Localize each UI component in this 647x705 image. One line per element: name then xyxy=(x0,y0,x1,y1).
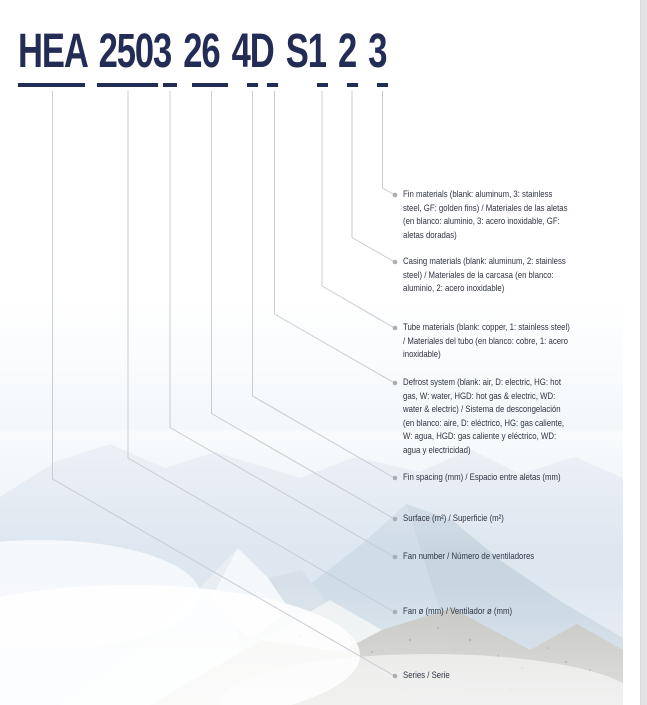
callout-dot-fin-materials xyxy=(393,193,398,198)
code-underline-casing-materials xyxy=(347,83,358,87)
callout-fin-spacing: Fin spacing (mm) / Espacio entre aletas (mm) xyxy=(403,472,561,483)
code-underline-fin-materials xyxy=(377,83,388,87)
callout-dot-casing-materials xyxy=(393,260,398,265)
model-code: HEA 2503 26 4D S1 2 3 xyxy=(18,25,387,78)
callout-dot-defrost-system xyxy=(393,381,398,386)
callout-defrost-system: Defrost system (blank: air, D: electric, HG: hot gas, W: water, HGD: hot gas & electric, WD: water & electric) / Sistema de descongelación (en blanco: aire, D: eléctrico, HG: gas caliente, W: agua, HGD: gas caliente y eléctrico, WD: agua y electricidad) xyxy=(403,377,565,456)
callout-line-surface xyxy=(212,91,395,519)
code-underline-tube-materials xyxy=(317,83,328,87)
callout-line-fin-materials xyxy=(383,91,395,195)
code-underline-surface xyxy=(192,83,228,87)
callout-line-fan-number xyxy=(170,91,395,557)
code-underline-defrost-system xyxy=(267,83,278,87)
callout-line-tube-materials xyxy=(322,91,395,328)
code-underline-fin-spacing xyxy=(247,83,258,87)
code-underline-series xyxy=(18,83,85,87)
page-edge-strip xyxy=(640,0,647,705)
callout-dot-fan-diameter xyxy=(393,610,398,615)
callout-line-series xyxy=(53,91,395,676)
code-underline-fan-number xyxy=(163,83,177,87)
callout-fan-number: Fan number / Número de ventiladores xyxy=(403,551,535,562)
callout-dot-fan-number xyxy=(393,555,398,560)
callout-casing-materials: Casing materials (blank: aluminum, 2: stainless steel) / Materiales de la carcasa (en blanco: aluminio, 2: acero inoxidable) xyxy=(403,256,566,294)
callout-dot-fin-spacing xyxy=(393,476,398,481)
callout-surface: Surface (m²) / Superficie (m²) xyxy=(403,513,504,524)
callout-line-defrost-system xyxy=(275,91,395,383)
code-underline-fan-diameter xyxy=(97,83,158,87)
callout-dot-tube-materials xyxy=(393,326,398,331)
callout-fin-materials: Fin materials (blank: aluminum, 3: stainless steel, GF: golden fins) / Materiales de las aletas (en blanco: aluminio, 3: acero inoxidable, GF: aletas doradas) xyxy=(403,189,568,241)
callout-line-casing-materials xyxy=(352,91,395,262)
callout-dot-series xyxy=(393,674,398,679)
callout-line-fin-spacing xyxy=(253,91,395,478)
callout-series: Series / Serie xyxy=(403,670,450,681)
callout-tube-materials: Tube materials (blank: copper, 1: stainless steel) / Materiales del tubo (en blanco: cobre, 1: acero inoxidable) xyxy=(403,322,570,360)
callout-fan-diameter: Fan ø (mm) / Ventilador ø (mm) xyxy=(403,606,513,617)
callout-dot-surface xyxy=(393,517,398,522)
